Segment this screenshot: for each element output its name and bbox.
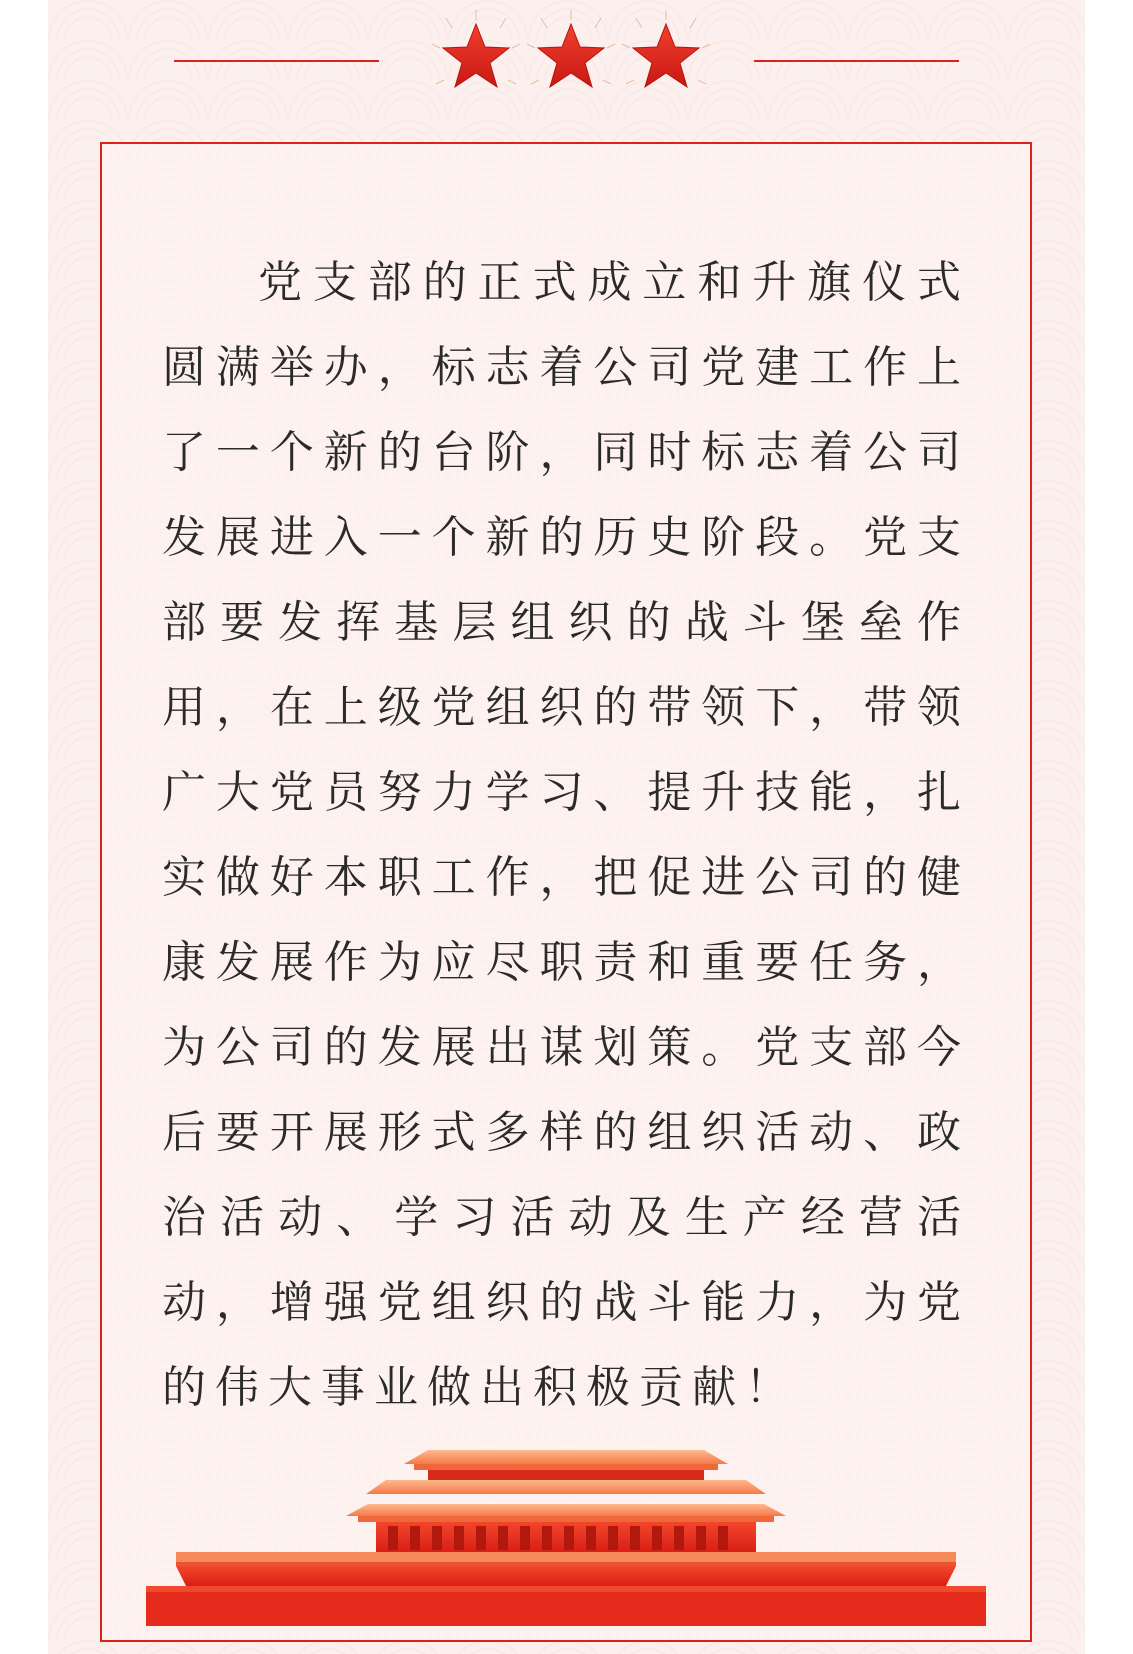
star-icon — [527, 10, 615, 87]
top-divider-right — [754, 60, 959, 62]
stars-header — [416, 10, 726, 110]
tiananmen-gate-icon — [146, 1450, 986, 1626]
article-body: 党支部的正式成立和升旗仪式圆满举办，标志着公司党建工作上了一个新的台阶，同时标志着公司发展进入一个新的历史阶段。党支部要发挥基层组织的战斗堡垒作用，在上级党组织的带领下，带领广大党员努力学习、提升技能，扎实做好本职工作，把促进公司的健康发展作为应尽职责和重要任务，为公司的发展出谋划策。党支部今后要开展形式多样的组织活动、政治活动、学习活动及生产经营活动，增强党组织的战斗能力，为党的伟大事业做出积极贡献！ — [162, 257, 970, 1413]
star-icon — [622, 10, 710, 87]
top-divider-left — [174, 60, 379, 62]
star-icon — [432, 10, 520, 87]
